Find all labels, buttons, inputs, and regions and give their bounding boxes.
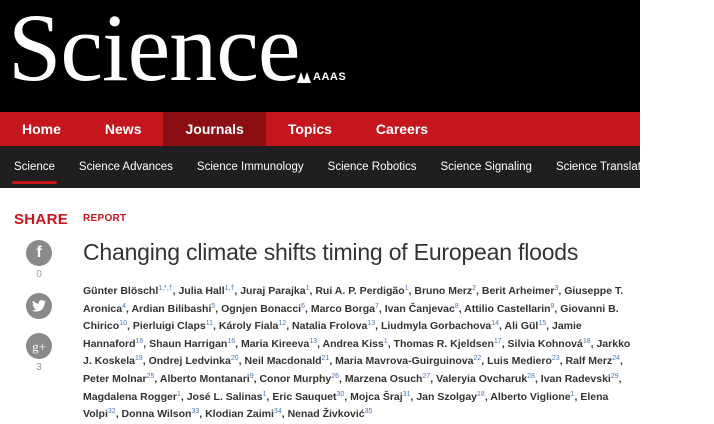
- author-affiliation-marker[interactable]: 11: [205, 320, 214, 328]
- author-name[interactable]: Eric Sauquet: [272, 390, 337, 403]
- author-name[interactable]: Ali Gül: [504, 320, 539, 333]
- author-affiliation-marker[interactable]: 15: [538, 320, 547, 328]
- author-affiliation-marker[interactable]: 34: [273, 408, 282, 416]
- author-name[interactable]: Attilio Castellarin: [464, 302, 551, 315]
- author-name[interactable]: José L. Salinas: [186, 390, 263, 403]
- author-affiliation-marker[interactable]: 20: [230, 355, 239, 363]
- author-name[interactable]: Jan Szolgay: [416, 390, 478, 403]
- author-affiliation-marker[interactable]: 32: [107, 408, 116, 416]
- author-name[interactable]: Alberto Viglione: [490, 390, 571, 403]
- nav-news[interactable]: News: [104, 121, 142, 137]
- author-affiliation-marker[interactable]: 21: [321, 355, 330, 363]
- facebook-icon: f: [36, 244, 42, 261]
- facebook-share-count: 0: [36, 269, 42, 280]
- author-name[interactable]: Juraj Parajka: [240, 285, 306, 297]
- author-name[interactable]: Luis Mediero: [487, 355, 552, 368]
- author-name[interactable]: Ivan Čanjevac: [384, 302, 455, 315]
- author-name[interactable]: Károly Fiala: [218, 320, 279, 333]
- author-affiliation-marker[interactable]: 27: [422, 372, 431, 380]
- author-name[interactable]: Jamie Hannaford: [83, 320, 582, 350]
- science-logo[interactable]: Science: [8, 0, 300, 101]
- author-name[interactable]: Natalia Frolova: [292, 320, 368, 333]
- author-name[interactable]: Liudmyla Gorbachova: [380, 320, 492, 333]
- author-name[interactable]: Marco Borga: [310, 302, 376, 315]
- author-affiliation-marker[interactable]: 2: [472, 285, 477, 292]
- author-name[interactable]: Marzena Osuch: [344, 372, 423, 385]
- journal-nav: [0, 146, 714, 188]
- journal-tab-science-immunology[interactable]: Science Immunology: [196, 161, 304, 173]
- author-name[interactable]: Mojca Šraj: [350, 390, 403, 403]
- author-name[interactable]: Valeryia Ovcharuk: [436, 372, 528, 385]
- author-affiliation-marker[interactable]: 1: [305, 285, 310, 292]
- author-affiliation-marker[interactable]: 16: [227, 337, 236, 345]
- author-affiliation-marker[interactable]: 1,*,†: [158, 285, 173, 292]
- author-name[interactable]: Giuseppe T. Aronica: [83, 285, 624, 315]
- author-affiliation-marker[interactable]: 12: [278, 320, 287, 328]
- author-affiliation-marker[interactable]: 35: [364, 408, 373, 416]
- author-affiliation-marker[interactable]: 1: [262, 390, 267, 398]
- author-affiliation-marker[interactable]: 1: [383, 337, 388, 345]
- author-name[interactable]: Rui A. P. Perdigão: [315, 285, 405, 297]
- primary-nav: [0, 112, 640, 146]
- author-affiliation-marker[interactable]: 14: [491, 320, 500, 328]
- author-affiliation-marker[interactable]: 9: [550, 302, 555, 310]
- author-name[interactable]: Ardian Bilibashi: [131, 302, 212, 315]
- author-name[interactable]: Pierluigi Claps: [132, 320, 206, 333]
- author-name[interactable]: Giovanni B. Chirico: [83, 302, 619, 333]
- author-affiliation-marker[interactable]: 18: [477, 390, 485, 398]
- author-affiliation-marker[interactable]: 1: [404, 285, 409, 292]
- twitter-icon: [32, 300, 46, 312]
- author-affiliation-marker[interactable]: 10: [119, 320, 127, 328]
- author-affiliation-marker[interactable]: 6: [301, 302, 305, 310]
- author-name[interactable]: Bruno Merz: [414, 285, 473, 297]
- nav-topics[interactable]: Topics: [287, 121, 332, 137]
- author-affiliation-marker[interactable]: 5: [211, 302, 216, 310]
- masthead: [0, 0, 640, 112]
- author-affiliation-marker[interactable]: 33: [191, 408, 200, 416]
- journal-tab-science-robotics[interactable]: Science Robotics: [327, 161, 417, 173]
- author-name[interactable]: Berit Arheimer: [481, 285, 555, 297]
- author-affiliation-marker[interactable]: 26: [331, 372, 339, 380]
- author-affiliation-marker[interactable]: 31: [402, 390, 411, 398]
- author-affiliation-marker[interactable]: 16: [135, 337, 144, 345]
- author-name[interactable]: Neil Macdonald: [244, 355, 322, 368]
- author-name[interactable]: Nenad Živković: [287, 408, 365, 421]
- author-affiliation-marker[interactable]: 1,†: [224, 285, 235, 292]
- author-name[interactable]: Ivan Radevski: [540, 372, 611, 385]
- author-affiliation-marker[interactable]: 24: [612, 355, 620, 363]
- google-plus-icon: g+: [32, 338, 46, 354]
- author-name[interactable]: Peter Molnar: [83, 372, 147, 385]
- author-name[interactable]: Andrea Kiss: [322, 337, 384, 350]
- nav-home[interactable]: Home: [22, 121, 61, 137]
- author-affiliation-marker[interactable]: 1: [570, 390, 575, 398]
- nav-journals[interactable]: Journals: [163, 112, 265, 146]
- author-name[interactable]: Thomas R. Kjeldsen: [393, 337, 494, 350]
- aaas-logo-icon: [297, 72, 311, 83]
- author-affiliation-marker[interactable]: 29: [610, 372, 619, 380]
- author-name[interactable]: Günter Blöschl: [83, 285, 159, 297]
- author-name[interactable]: Conor Murphy: [259, 372, 332, 385]
- author-affiliation-marker[interactable]: 8: [454, 302, 459, 310]
- author-affiliation-marker[interactable]: 17: [493, 337, 502, 345]
- author-name[interactable]: Klodian Zaimi: [205, 408, 274, 421]
- author-name[interactable]: Silvia Kohnová: [507, 337, 583, 350]
- author-name[interactable]: Maria Kireeva: [240, 337, 310, 350]
- journal-tab-science-translational-medicine[interactable]: Science Translational Medicine: [555, 161, 714, 173]
- journal-tab-science-signaling[interactable]: Science Signaling: [440, 161, 532, 173]
- author-name[interactable]: Alberto Montanari: [159, 372, 250, 385]
- author-affiliation-marker[interactable]: 4: [122, 302, 126, 310]
- author-name[interactable]: Jarkko J. Koskela: [83, 337, 631, 368]
- author-name[interactable]: Shaun Harrigan: [149, 337, 228, 350]
- facebook-share-button[interactable]: [26, 240, 52, 266]
- author-list: Günter Blöschl$^{1,*,\dagger}$, Julia Hall$^{1,\dagger}$, Juraj Parajka$^1$, Rui A. P. Perdigão$^1$, Bruno Merz$^2$, Berit Arheimer$^3$, Giuseppe T. Aronica$^4$, Ardian Bilibashi$^5$, Ognjen Bonacci$^6$, Marco Borga$^7$, Ivan Čanjevac$^8$, Attilio Castellarin$^9$, Giovanni B. Chirico$^{10}$, Pierluigi Claps$^{11}$, Károly Fiala$^{12}$, Natalia Frolova$^{13}$, Liudmyla Gorbachova$^{14}$, Ali Gül$^{15}$, Jamie Hannaford$^{16}$, Shaun Harrigan$^{16}$, Maria Kireeva$^{13}$, Andrea Kiss$^1$, Thomas R. Kjeldsen$^{17}$, Silvia Kohnová$^{18}$, Jarkko J. Koskela$^{19}$, Ondrej Ledvinka$^{20}$, Neil Macdonald$^{21}$, Maria Mavrova-Guirguinova$^{22}$, Luis Mediero$^{23}$, Ralf Merz$^{24}$, Peter Molnar$^{25}$, Alberto Montanari$^9$, Conor Murphy$^{26}$, Marzena Osuch$^{27}$, Valeryia Ovcharuk$^{28}$, Ivan Radevski$^{29}$, Magdalena Rogger$^1$, José L. Salinas$^1$, Eric Sauquet$^{30}$, Mojca Šraj$^{31}$, Jan Szolgay$^{18}$, Alberto Viglione$^1$, Elena Volpi$^{32}$, Donna Wilson$^{33}$, Klodian Zaimi$^{34}$, Nenad Živković$^{35}$: [83, 285, 631, 421]
- author-affiliation-marker[interactable]: 25: [146, 372, 155, 380]
- author-name[interactable]: Ondrej Ledvinka: [148, 355, 231, 368]
- journal-tab-science-advances[interactable]: Science Advances: [78, 161, 173, 173]
- nav-careers[interactable]: Careers: [375, 121, 429, 137]
- author-name[interactable]: Ralf Merz: [565, 355, 613, 368]
- aaas-label: AAAS: [313, 71, 347, 83]
- journal-tab-science[interactable]: Science: [14, 161, 55, 173]
- author-affiliation-marker[interactable]: 3: [554, 285, 559, 292]
- twitter-share-button[interactable]: [26, 293, 52, 319]
- author-affiliation-marker[interactable]: 13: [309, 337, 318, 345]
- author-name[interactable]: Donna Wilson: [121, 408, 192, 421]
- author-name[interactable]: Elena Volpi: [83, 390, 609, 421]
- article-type-label: REPORT: [83, 213, 127, 224]
- share-heading: SHARE: [14, 211, 69, 228]
- author-affiliation-marker[interactable]: 18: [582, 337, 591, 345]
- author-name[interactable]: Magdalena Rogger: [83, 390, 177, 403]
- author-name[interactable]: Ognjen Bonacci: [221, 302, 302, 315]
- author-affiliation-marker[interactable]: 28: [527, 372, 535, 380]
- author-affiliation-marker[interactable]: 22: [473, 355, 482, 363]
- author-affiliation-marker[interactable]: 1: [176, 390, 181, 398]
- author-affiliation-marker[interactable]: 7: [375, 302, 379, 310]
- author-affiliation-marker[interactable]: 9: [249, 372, 254, 380]
- author-name[interactable]: Julia Hall: [178, 285, 225, 297]
- google-plus-share-count: 3: [36, 362, 42, 373]
- author-affiliation-marker[interactable]: 13: [367, 320, 376, 328]
- author-affiliation-marker[interactable]: 30: [336, 390, 345, 398]
- article-title: Changing climate shifts timing of European floods: [83, 239, 579, 265]
- aaas-brand[interactable]: [297, 71, 346, 83]
- author-name[interactable]: Maria Mavrova-Guirguinova: [335, 355, 474, 368]
- google-plus-share-button[interactable]: [26, 333, 52, 359]
- author-affiliation-marker[interactable]: 19: [134, 355, 143, 363]
- author-affiliation-marker[interactable]: 23: [551, 355, 560, 363]
